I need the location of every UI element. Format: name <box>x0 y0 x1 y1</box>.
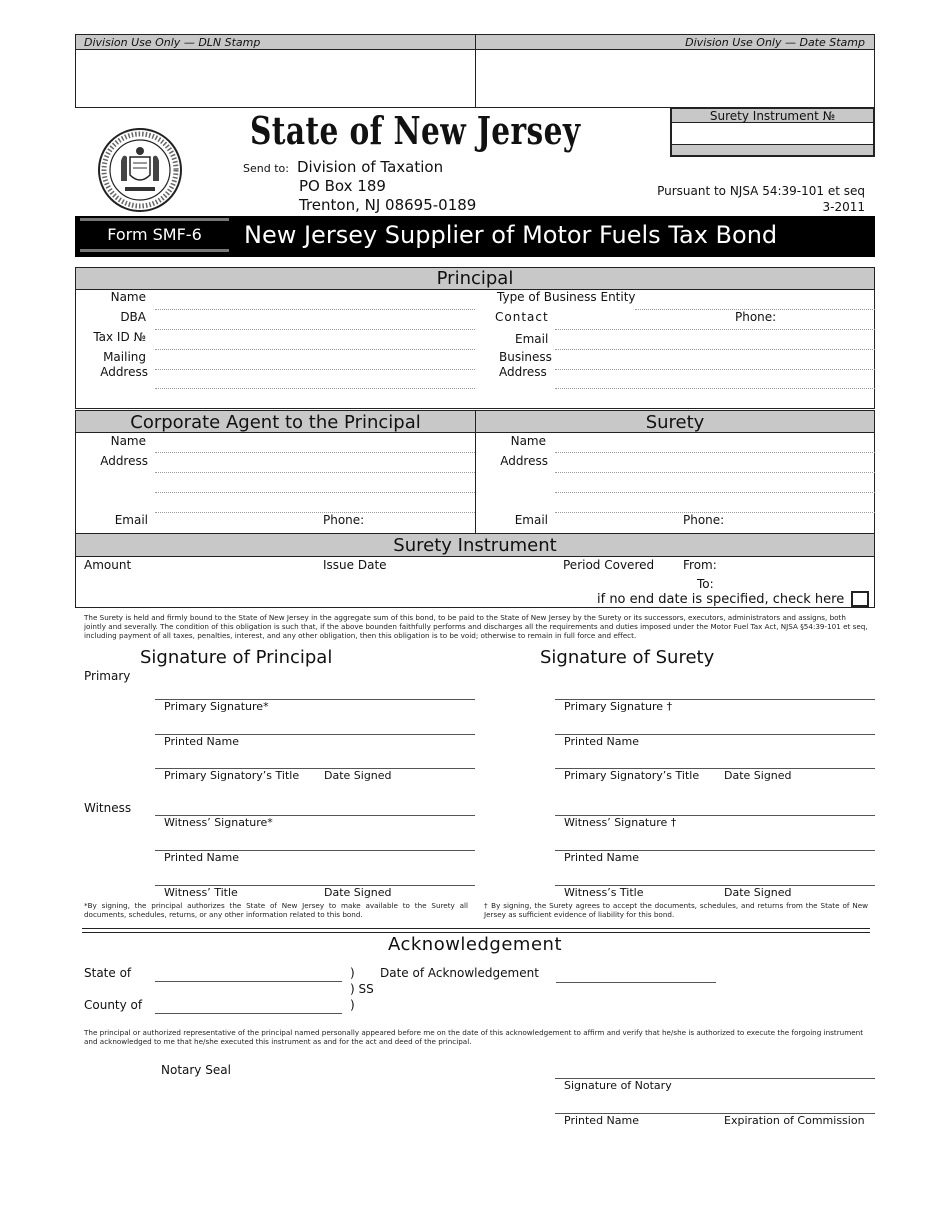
signature-principal-title: Signature of Principal <box>140 647 333 668</box>
notary-seal-label: Notary Seal <box>161 1063 231 1077</box>
principal-taxid-label: Tax ID № <box>93 330 146 344</box>
paren-2: ) <box>350 998 355 1012</box>
principal-name-field[interactable] <box>155 291 475 309</box>
principal-printed-name-caption: Printed Name <box>164 735 240 748</box>
date-stamp-label: Division Use Only — Date Stamp <box>685 36 865 49</box>
bond-text: The Surety is held and firmly bound to the State of New Jersey in the aggregate sum of this bond, to be paid to the State of New Jersey by the Surety or its successors, executors, administrators and assigns, both jointly and severally. The condition of this obligation is such that, if the above bounden faithfully performs and discharges all the requirements and duties imposed under the Motor Fuel Tax Act, NJSA §54:39-101 et seq, including payment of all taxes, penalties, interest, and any other obligation, then this obligation is to be void; otherwise to remain in full force and effect. <box>84 613 868 640</box>
no-end-date-label: if no end date is specified, check here <box>597 592 845 607</box>
principal-title: Principal <box>436 268 514 289</box>
notary-printed-name-caption: Printed Name <box>564 1114 640 1127</box>
principal-witness-signature-caption: Witness’ Signature* <box>164 816 273 829</box>
issue-date-label: Issue Date <box>323 558 387 572</box>
surety-witness-printed-name-caption: Printed Name <box>564 851 640 864</box>
surety-note: † By signing, the Surety agrees to accept the documents, schedules, and returns from the State of New Jersey as sufficient evidence of liability for this bond. <box>484 901 868 919</box>
surety-phone-label: Phone: <box>683 513 725 527</box>
surety-email-label: Email <box>514 513 548 527</box>
principal-name-label: Name <box>110 290 146 304</box>
to-label: To: <box>697 577 714 591</box>
surety-address-label: Address <box>500 454 548 468</box>
pursuant-text: Pursuant to NJSA 54:39-101 et seq <box>657 184 865 198</box>
surety-title: Surety <box>645 412 705 433</box>
surety-witness-date-caption: Date Signed <box>724 886 792 899</box>
address-line-3: Trenton, NJ 08695-0189 <box>299 196 477 214</box>
principal-address-label: Address <box>100 365 148 379</box>
dln-stamp-label: Division Use Only — DLN Stamp <box>84 36 261 49</box>
surety-witness-signature-caption: Witness’ Signature † <box>564 816 677 829</box>
date-of-acknowledgement-line[interactable] <box>556 982 716 983</box>
address-line-1: Division of Taxation <box>297 158 444 176</box>
principal-witness-title-caption: Witness’ Title <box>164 886 238 899</box>
witness-label: Witness <box>84 801 132 815</box>
send-to-label: Send to: <box>243 162 289 175</box>
principal-title-caption: Primary Signatory’s Title <box>164 769 300 782</box>
surety-witness-title-caption: Witness’s Title <box>564 886 644 899</box>
notary-expiration-caption: Expiration of Commission <box>724 1114 865 1127</box>
ss-label: ) SS <box>350 982 374 996</box>
county-of-line[interactable] <box>155 1013 342 1014</box>
acknowledgement-title: Acknowledgement <box>387 934 563 955</box>
business-address-label: Address <box>499 365 547 379</box>
surety-name-label: Name <box>510 434 546 448</box>
principal-email-label: Email <box>515 332 549 346</box>
principal-witness-date-caption: Date Signed <box>324 886 392 899</box>
principal-date-signed-caption: Date Signed <box>324 769 392 782</box>
state-of-line[interactable] <box>155 981 342 982</box>
section-divider <box>82 928 870 933</box>
date-stamp-box <box>475 34 875 108</box>
principal-contact-label: Contact <box>495 310 549 324</box>
business-label: Business <box>499 350 552 364</box>
agent-title: Corporate Agent to the Principal <box>130 412 421 433</box>
business-entity-label: Type of Business Entity <box>497 290 636 304</box>
dln-stamp-box <box>75 34 476 108</box>
from-label: From: <box>683 558 717 572</box>
surety-instrument-no-input[interactable] <box>672 124 873 145</box>
signature-surety-title: Signature of Surety <box>540 647 715 668</box>
state-of-label: State of <box>84 966 132 980</box>
principal-dba-label: DBA <box>120 310 146 324</box>
principal-primary-signature-caption: Primary Signature* <box>164 700 269 713</box>
surety-instrument-no-box <box>670 107 875 157</box>
surety-title-caption: Primary Signatory’s Title <box>564 769 700 782</box>
surety-instrument-no-label: Surety Instrument № <box>709 109 836 123</box>
state-title: State of New Jersey <box>250 108 581 153</box>
agent-phone-label: Phone: <box>323 513 365 527</box>
county-of-label: County of <box>84 998 143 1012</box>
surety-printed-name-caption: Printed Name <box>564 735 640 748</box>
principal-mailing-label: Mailing <box>103 350 146 364</box>
date-of-acknowledgement-label: Date of Acknowledgement <box>380 966 539 980</box>
form-title: New Jersey Supplier of Motor Fuels Tax Bond <box>244 221 778 249</box>
form-title-banner <box>75 216 875 257</box>
agent-name-label: Name <box>110 434 146 448</box>
period-covered-label: Period Covered <box>563 558 655 572</box>
amount-label: Amount <box>84 558 132 572</box>
acknowledgement-text: The principal or authorized representative of the principal named personally appeared before me on the date of this acknowledgement to affirm and verify that he/she is authorized to execute the forgoing instrument and acknowledged to me that he/she executed this instrument as and for the act and deed of the principal. <box>84 1028 864 1046</box>
principal-phone-label: Phone: <box>735 310 777 324</box>
agent-address-label: Address <box>100 454 148 468</box>
address-line-2: PO Box 189 <box>299 177 386 195</box>
instrument-title: Surety Instrument <box>393 535 557 556</box>
surety-date-signed-caption: Date Signed <box>724 769 792 782</box>
notary-signature-caption: Signature of Notary <box>564 1079 672 1092</box>
principal-note: *By signing, the principal authorizes the State of New Jersey to make available to the Surety all documents, schedules, returns, or any other information related to this bond. <box>84 901 468 919</box>
state-seal-icon <box>97 127 183 213</box>
form-id: Form SMF-6 <box>107 225 202 244</box>
paren-1: ) <box>350 966 355 980</box>
primary-label: Primary <box>84 669 131 683</box>
surety-primary-signature-caption: Primary Signature † <box>564 700 673 713</box>
principal-witness-printed-name-caption: Printed Name <box>164 851 240 864</box>
no-end-date-checkbox[interactable] <box>851 591 869 607</box>
agent-email-label: Email <box>114 513 148 527</box>
revision-text: 3-2011 <box>822 200 865 214</box>
